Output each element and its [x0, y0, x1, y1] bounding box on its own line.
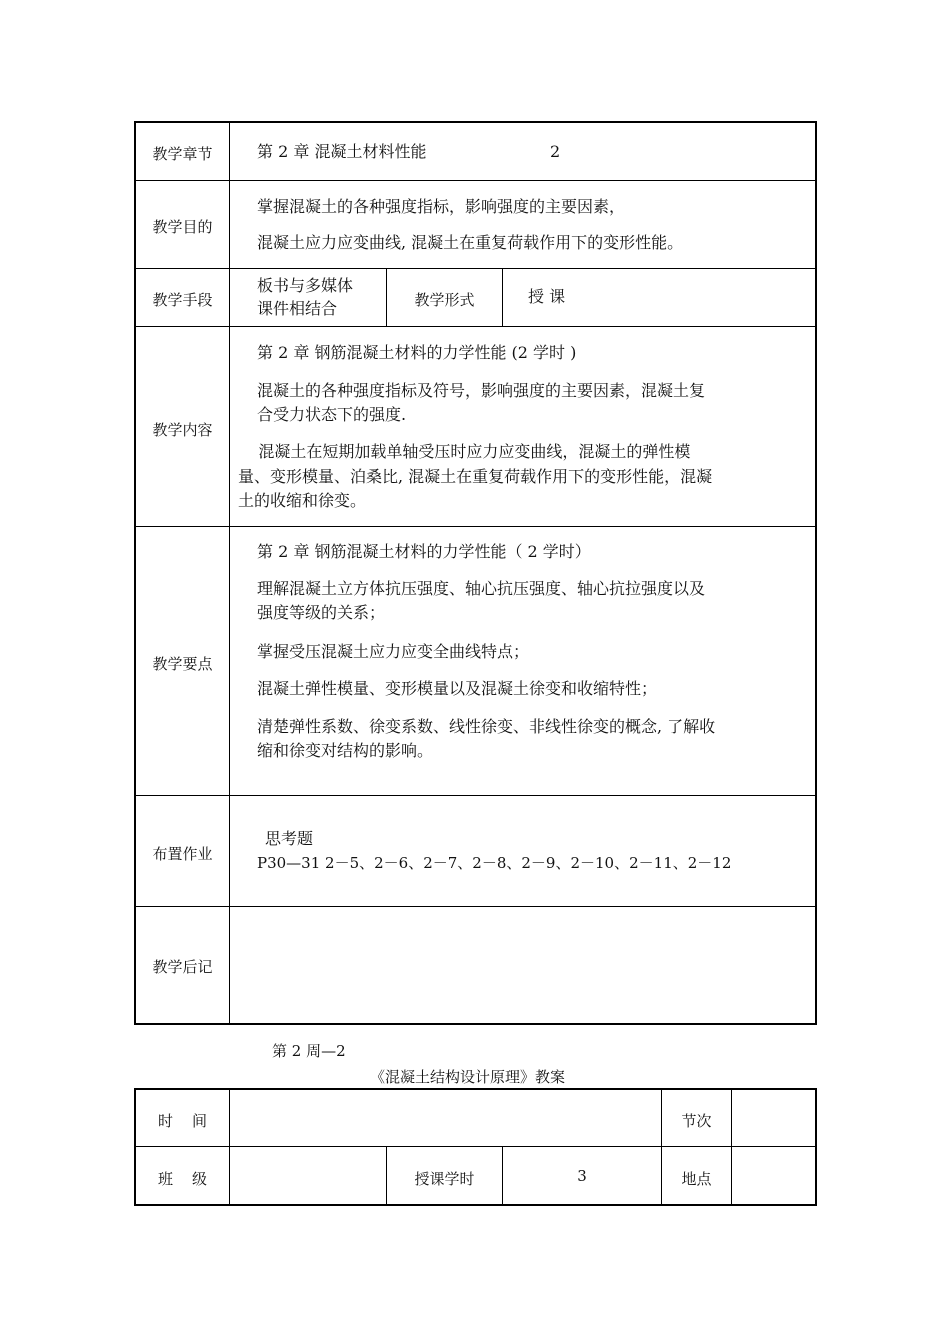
place-label: 地点 [681, 1170, 712, 1188]
content-label: 教学内容 [152, 421, 213, 439]
cell-divider [731, 1088, 732, 1206]
table-border-right [815, 121, 817, 1025]
homework-title: 思考题 [265, 829, 314, 848]
form-value: 授 课 [528, 287, 566, 306]
table-border-right [815, 1088, 817, 1206]
keypoints-p4-line-2: 缩和徐变对结构的影响。 [257, 741, 434, 760]
notes-label: 教学后记 [152, 958, 213, 976]
objective-line-2: 混凝土应力应变曲线, 混凝土在重复荷载作用下的变形性能。 [257, 233, 684, 252]
cell-divider [229, 1088, 230, 1206]
row-divider [134, 180, 817, 181]
table-border-top [134, 121, 817, 123]
objective-line-1: 掌握混凝土的各种强度指标，影响强度的主要因素， [257, 197, 626, 216]
row-divider [134, 1146, 817, 1147]
cell-divider [502, 268, 503, 326]
table-border-bottom [134, 1023, 817, 1025]
class-label: 班 级 [157, 1170, 208, 1188]
row-divider [134, 268, 817, 269]
objective-label: 教学目的 [152, 218, 213, 236]
keypoints-p2: 掌握受压混凝土应力应变全曲线特点； [257, 642, 530, 661]
table-border-top [134, 1088, 817, 1090]
table-border-left [134, 121, 136, 1025]
row-divider [134, 526, 817, 527]
homework-label: 布置作业 [152, 845, 213, 863]
chapter-label: 教学章节 [152, 145, 213, 163]
week-label: 第 2 周—2 [272, 1042, 346, 1060]
keypoints-title: 第 2 章 钢筋混凝土材料的力学性能（ 2 学时） [257, 542, 591, 561]
row-divider [134, 795, 817, 796]
chapter-extra: 2 [550, 142, 561, 161]
content-p2-line-3: 土的收缩和徐变。 [238, 491, 367, 510]
section-label: 节次 [681, 1112, 712, 1130]
means-value-line-1: 板书与多媒体 [257, 276, 354, 295]
content-p1-line-1: 混凝土的各种强度指标及符号，影响强度的主要因素，混凝土复 [257, 381, 706, 400]
table-border-bottom [134, 1204, 817, 1206]
form-label: 教学形式 [414, 291, 475, 309]
hours-value: 3 [577, 1167, 587, 1185]
row-divider [134, 906, 817, 907]
keypoints-label: 教学要点 [152, 655, 213, 673]
means-label: 教学手段 [152, 291, 213, 309]
keypoints-p4-line-1: 清楚弹性系数、徐变系数、线性徐变、非线性徐变的概念, 了解收 [257, 717, 716, 736]
keypoints-p1-line-2: 强度等级的关系； [257, 603, 386, 622]
course-title: 《混凝土结构设计原理》教案 [370, 1068, 566, 1086]
homework-items: P30—31 2－5、2－6、2－7、2－8、2－9、2－10、2－11、2－12 [257, 854, 732, 872]
keypoints-p1-line-1: 理解混凝土立方体抗压强度、轴心抗压强度、轴心抗拉强度以及 [257, 579, 706, 598]
chapter-value: 第 2 章 混凝土材料性能 [257, 142, 427, 161]
content-title: 第 2 章 钢筋混凝土材料的力学性能 (2 学时 ) [257, 343, 577, 362]
label-column-divider [229, 121, 230, 1025]
content-p2-line-2: 量、变形模量、泊桑比, 混凝土在重复荷载作用下的变形性能，混凝 [238, 467, 713, 486]
content-p2-line-1: 混凝土在短期加载单轴受压时应力应变曲线，混凝土的弹性模 [238, 442, 691, 461]
row-divider [134, 326, 817, 327]
means-value-line-2: 课件相结合 [257, 299, 338, 318]
time-label: 时 间 [157, 1112, 208, 1130]
content-p1-line-2: 合受力状态下的强度. [257, 405, 407, 424]
hours-label: 授课学时 [414, 1170, 475, 1188]
keypoints-p3: 混凝土弹性模量、变形模量以及混凝土徐变和收缩特性； [257, 679, 658, 698]
